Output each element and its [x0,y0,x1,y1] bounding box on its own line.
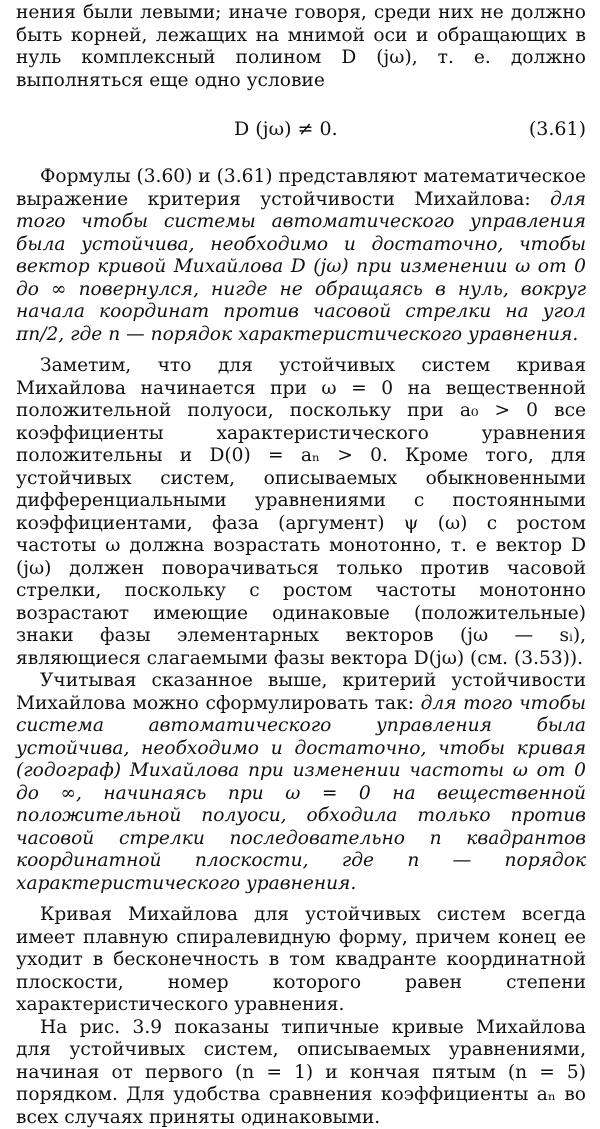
equation-number: (3.61) [529,118,586,141]
criterion-intro: Формулы (3.60) и (3.61) представляют математическое выражение критерия устойчивости Михайлова: [16,166,586,210]
equation-body: D (jω) ≠ 0. [234,118,338,141]
display-equation [16,108,586,152]
paragraph-reformulation [16,670,586,895]
paragraph-curve-shape: Кривая Михайлова для устойчивых систем всегда имеет плавную спиралевидную форму, причем конец ее уходит в бесконечность в том квадранте координатной плоскости, номер которого равен степени характеристического уравнения. [16,904,586,1017]
paragraph-figure-reference: На рис. 3.9 показаны типичные кривые Михайлова для устойчивых систем, описываемых уравнениями, начиная от первого (n = 1) и кончая пятым (n = 5) порядком. Для удобства сравнения коэффициенты aₙ во всех случаях приняты одинаковыми. [16,1017,586,1129]
paragraph-continuation: нения были левыми; иначе говоря, среди них не должно быть корней, лежащих на мнимой оси и обращающих в нуль комплексный полином D (jω), т. е. должно выполняться еще одно условие [16,2,586,92]
paragraph-remark: Заметим, что для устойчивых систем кривая Михайлова начинается при ω = 0 на вещественной положительной полуоси, поскольку при a₀ > 0 все коэффициенты характеристического уравнения положительны и D(0) = aₙ > 0. Кроме того, для устойчивых систем, описываемых обыкновенными дифференциальными уравнениями с постоянными коэффициентами, фаза (аргумент) ψ (ω) с ростом частоты ω должна возрастать монотонно, т. е вектор D (jω) должен поворачиваться только против часовой стрелки, поскольку с ростом частоты монотонно возрастают имеющие одинаковые (положительные) знаки фазы элементарных векторов (jω — sᵢ), являющиеся слагаемыми фазы вектора D(jω) (см. (3.53)). [16,355,586,670]
reformulation-statement: для того чтобы система автоматического управления была устойчива, необходимо и достаточно, чтобы кривая (годограф) Михайлова при изменении частоты ω от 0 до ∞, начинаясь при ω = 0 на вещественной положительной полуоси, обходила только против часовой стрелки последовательно n квадрантов координатной плоскости, где n — порядок характеристического уравнения. [16,693,586,894]
reformulation-intro: Учитывая сказанное выше, критерий устойчивости Михайлова можно сформулировать так: [16,670,586,714]
criterion-statement: для того чтобы системы автоматического управления была устойчива, необходимо и достаточно, чтобы вектор кривой Михайлова D (jω) при изменении ω от 0 до ∞ повернулся, нигде не обращаясь в нуль, вокруг начала координат против часовой стрелки на угол πn/2, где n — порядок характеристического уравнения. [16,189,586,345]
paragraph-criterion [16,166,586,346]
